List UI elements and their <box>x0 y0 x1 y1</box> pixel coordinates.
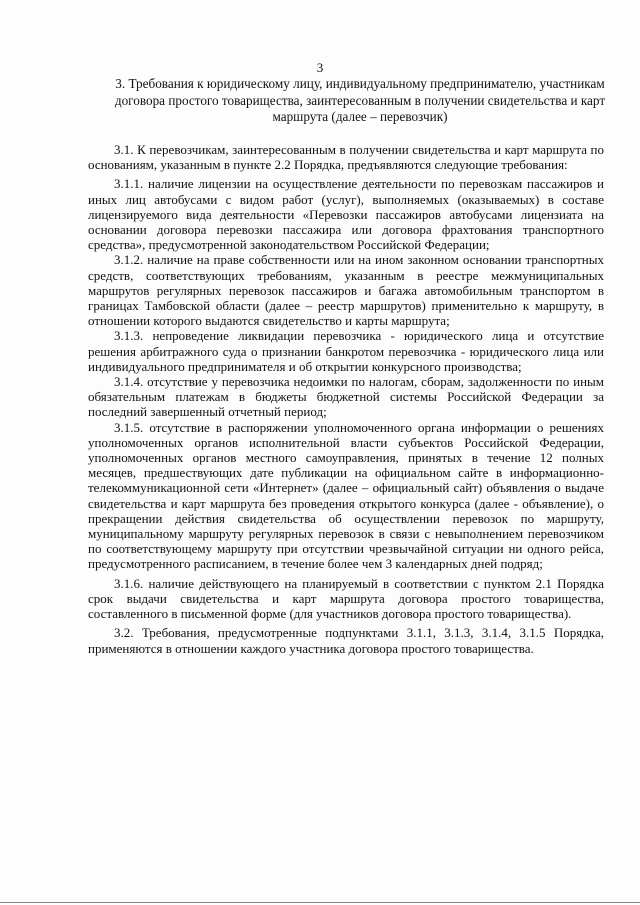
section-heading: 3. Требования к юридическому лицу, индивидуальному предпринимателю, участникам договора простого товарищества, заинтересованным в получении свидетельства и карт маршрута (далее – перевозчик) <box>114 76 606 124</box>
paragraph-3-1: 3.1. К перевозчикам, заинтересованным в получении свидетельства и карт маршрута по основаниям, указанным в пункте 2.2 Порядка, предъявляются следующие требования: <box>88 142 604 173</box>
paragraph-3-1-1: 3.1.1. наличие лицензии на осуществление деятельности по перевозкам пассажиров и иных лиц автобусами с видом работ (услуг), выполняемых (оказываемых) в составе лицензируемого вида деятельности «Перевозки пассажиров автобусами лицензиата на основании договора перевозки пассажира или договора фрахтования транспортного средства», предусмотренной законодательством Российской Федерации; <box>88 176 604 253</box>
page-number: 3 <box>316 60 324 75</box>
document-body <box>88 142 604 656</box>
paragraph-3-1-5: 3.1.5. отсутствие в распоряжении уполномоченного органа информации о решениях уполномоченных органов исполнительной власти субъектов Российской Федерации, уполномоченных органов местного самоуправления, принятых в течение 12 полных месяцев, предшествующих дате публикации на официальном сайте в информационно-телекоммуникационной сети «Интернет» (далее – официальный сайт) объявления о выдаче свидетельства и карт маршрута без проведения открытого конкурса (далее - объявление), о прекращении действия свидетельства об осуществлении перевозок по маршруту, муниципальному маршруту регулярных перевозок в связи с невыполнением перевозчиком по соответствующему маршруту при отсутствии чрезвычайной ситуации ни одного рейса, предусмотренного расписанием, в течение более чем 3 календарных дней подряд; <box>88 419 604 572</box>
paragraph-3-1-2: 3.1.2. наличие на праве собственности или на ином законном основании транспортных средств, соответствующих требованиям, указанным в реестре межмуниципальных маршрутов регулярных перевозок пассажиров и багажа автомобильным транспортом в границах Тамбовской области (далее – реестр маршрутов) применительно к маршруту, в отношении которого выдаются свидетельство и карты маршрута; <box>88 252 604 329</box>
paragraph-3-1-4: 3.1.4. отсутствие у перевозчика недоимки по налогам, сборам, задолженности по иным обязательным платежам в бюджеты бюджетной системы Российской Федерации за последний завершенный отчетный период; <box>88 374 604 420</box>
paragraph-3-1-6: 3.1.6. наличие действующего на планируемый в соответствии с пунктом 2.1 Порядка срок выдачи свидетельства и карт маршрута договора простого товарищества, составленного в письменной форме (для участников договора простого товарищества). <box>88 575 604 622</box>
paragraph-3-1-3: 3.1.3. непроведение ликвидации перевозчика - юридического лица и отсутствие решения арбитражного суда о признании банкротом перевозчика - юридического лица или индивидуального предпринимателя и об открытии конкурсного производства; <box>88 328 604 374</box>
paragraph-3-2: 3.2. Требования, предусмотренные подпунктами 3.1.1, 3.1.3, 3.1.4, 3.1.5 Порядка, применяются в отношении каждого участника договора простого товарищества. <box>88 625 604 656</box>
scan-edge-line <box>0 902 640 903</box>
